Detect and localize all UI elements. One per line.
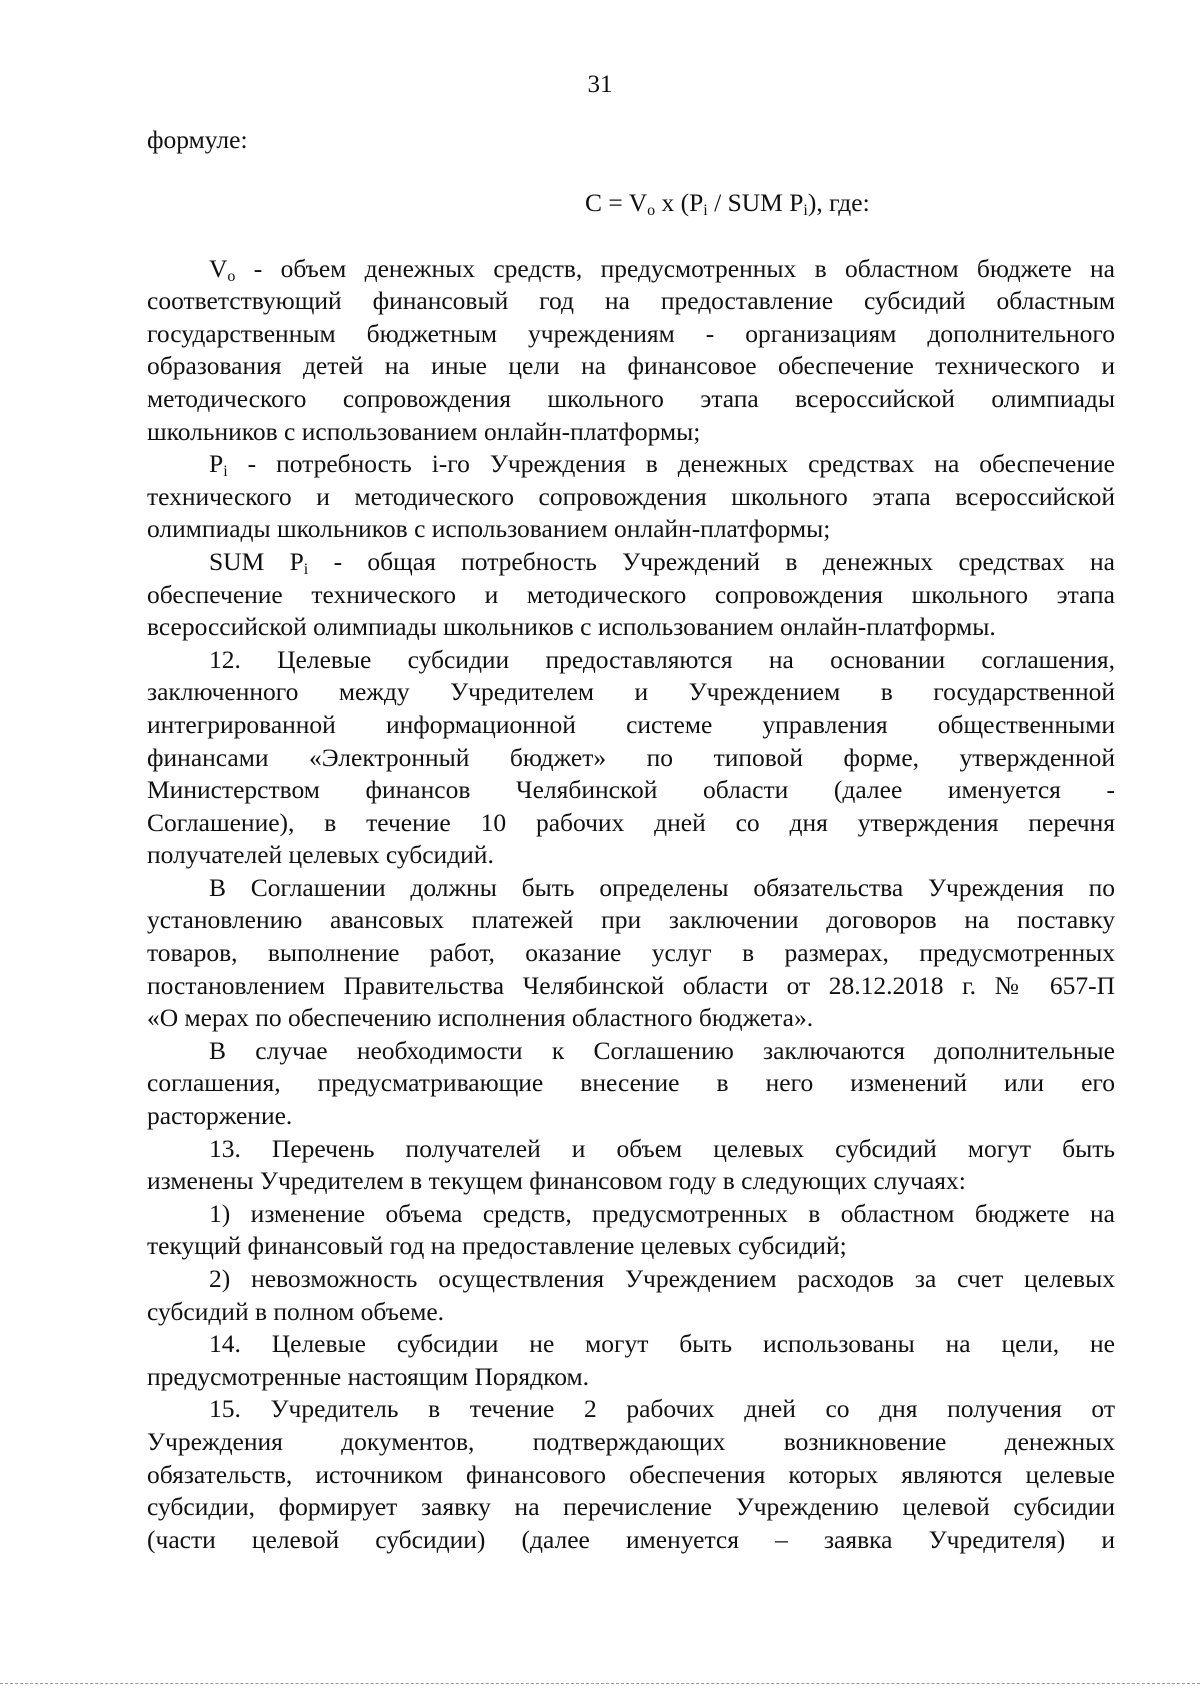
paragraph-line: школьников с использованием онлайн-платформы; bbox=[147, 416, 701, 446]
paragraph-line: государственным бюджетным учреждениям - организациям дополнительного bbox=[147, 318, 1115, 348]
paragraph-line: расторжение. bbox=[147, 1101, 293, 1131]
paragraph-line: получателей целевых субсидий. bbox=[147, 840, 494, 870]
paragraph-line: обеспечение технического и методического сопровождения школьного этапа bbox=[147, 579, 1115, 609]
paragraph-line: Соглашение), в течение 10 рабочих дней со дня утверждения перечня bbox=[147, 807, 1115, 837]
paragraph-line: предусмотренные настоящим Порядком. bbox=[147, 1361, 589, 1391]
paragraph-line: $P_i$ - потребность i-го Учреждения в денежных средствах на обеспечение bbox=[209, 449, 1115, 481]
paragraph-line: текущий финансовый год на предоставление целевых субсидий; bbox=[147, 1231, 847, 1261]
paragraph-line: субсидий в полном объеме. bbox=[147, 1296, 445, 1326]
paragraph-line: соглашения, предусматривающие внесение в него изменений или его bbox=[147, 1068, 1115, 1098]
paragraph-line: интегрированной информационной системе управления общественными bbox=[147, 709, 1115, 739]
document-body bbox=[147, 124, 1115, 1556]
scan-edge-line bbox=[0, 1683, 1200, 1684]
formula-block bbox=[147, 157, 1115, 253]
paragraph-line: всероссийской олимпиады школьников с использованием онлайн-платформы. bbox=[147, 612, 996, 642]
paragraph-line: методического сопровождения школьного этапа всероссийской олимпиады bbox=[147, 383, 1115, 413]
paragraph-line: В Соглашении должны быть определены обязательства Учреждения по bbox=[209, 872, 1115, 902]
paragraph-line: установлению авансовых платежей при заключении договоров на поставку bbox=[147, 905, 1115, 935]
paragraph-line: Учреждения документов, подтверждающих возникновение денежных bbox=[147, 1426, 1115, 1456]
page-number: 31 bbox=[587, 71, 613, 98]
paragraph-line: $V_o$ - объем денежных средств, предусмотренных в областном бюджете на bbox=[209, 253, 1115, 285]
paragraph-line: 14. Целевые субсидии не могут быть использованы на цели, не bbox=[209, 1329, 1115, 1359]
paragraph-line: 13. Перечень получателей и объем целевых субсидий могут быть bbox=[209, 1133, 1115, 1163]
paragraph-line: «О мерах по обеспечению исполнения областного бюджета». bbox=[147, 1003, 814, 1033]
paragraph-line: постановлением Правительства Челябинской области от 28.12.2018 г. № 657-П bbox=[147, 970, 1115, 1000]
paragraph-line: заключенного между Учредителем и Учреждением в государственной bbox=[147, 677, 1115, 707]
paragraph-line: (части целевой субсидии) (далее именуется – заявка Учредителя) и bbox=[147, 1524, 1115, 1554]
paragraph-line: изменены Учредителем в текущем финансовом году в следующих случаях: bbox=[147, 1166, 966, 1196]
paragraph-line: олимпиады школьников с использованием онлайн-платформы; bbox=[147, 514, 831, 544]
paragraph-line: SUM $P_i$ - общая потребность Учреждений в денежных средствах на bbox=[209, 546, 1115, 578]
paragraph-line: Министерством финансов Челябинской области (далее именуется - bbox=[147, 775, 1115, 805]
paragraph-line: образования детей на иные цели на финансовое обеспечение технического и bbox=[147, 351, 1115, 381]
paragraph-line: технического и методического сопровождения школьного этапа всероссийской bbox=[147, 481, 1115, 511]
paragraph-line: В случае необходимости к Соглашению заключаются дополнительные bbox=[209, 1035, 1115, 1065]
paragraph-line: обязательств, источником финансового обеспечения которых являются целевые bbox=[147, 1459, 1115, 1489]
paragraph-line: 1) изменение объема средств, предусмотренных в областном бюджете на bbox=[209, 1198, 1115, 1228]
paragraph-line: соответствующий финансовый год на предоставление субсидий областным bbox=[147, 286, 1115, 316]
paragraph-line: 15. Учредитель в течение 2 рабочих дней со дня получения от bbox=[209, 1394, 1115, 1424]
paragraph-line: 2) невозможность осуществления Учреждением расходов за счет целевых bbox=[209, 1264, 1115, 1293]
formula: $C = V_o$ x ($P_i$ / SUM $P_i$), где: bbox=[585, 187, 870, 219]
paragraph-line: финансами «Электронный бюджет» по типовой форме, утвержденной bbox=[147, 742, 1115, 772]
intro-text: формуле: bbox=[147, 125, 248, 154]
paragraph-line: 12. Целевые субсидии предоставляются на основании соглашения, bbox=[209, 644, 1115, 674]
paragraph-line: товаров, выполнение работ, оказание услуг в размерах, предусмотренных bbox=[147, 938, 1115, 968]
paragraph-line: субсидии, формирует заявку на перечисление Учреждению целевой субсидии bbox=[147, 1492, 1115, 1522]
